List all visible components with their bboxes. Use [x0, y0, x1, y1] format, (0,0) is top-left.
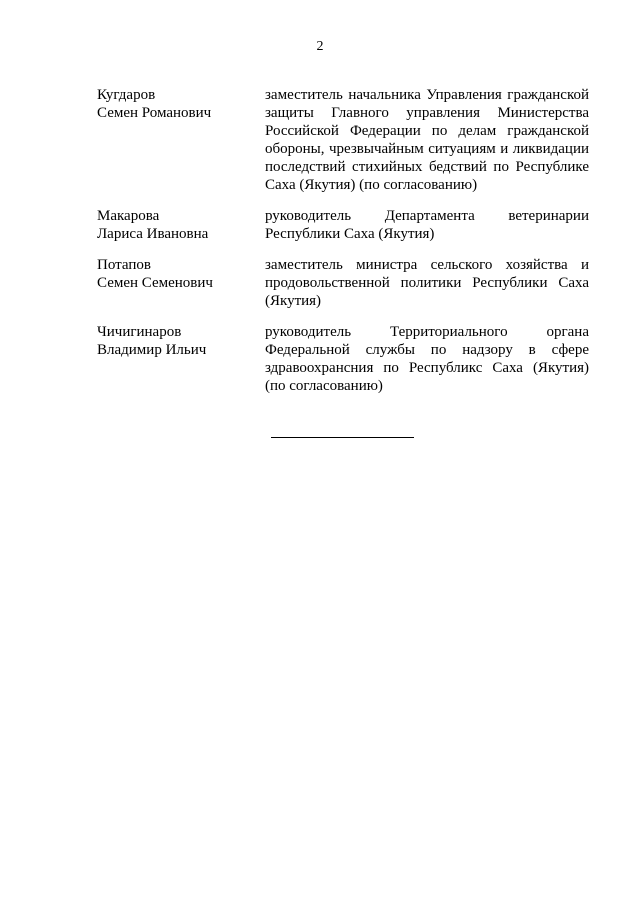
member-entry: [97, 86, 589, 194]
member-surname: Макарова: [97, 208, 160, 224]
member-entry: [97, 323, 589, 395]
page-number: 2: [316, 39, 324, 54]
position-line: заместитель министра сельского хозяйства и: [265, 257, 589, 273]
members-list: [97, 86, 589, 408]
position-line: защиты Главного управления Министерства: [265, 105, 589, 121]
member-position: [265, 323, 589, 395]
member-position: [265, 86, 589, 194]
member-given-names: Семен Семенович: [97, 275, 213, 291]
end-separator-line: [271, 437, 414, 438]
member-position: [265, 207, 589, 243]
member-surname: Кугдаров: [97, 87, 156, 103]
position-line: руководитель Департамента ветеринарии: [265, 208, 589, 224]
position-line: Российской Федерации по делам гражданской: [265, 123, 589, 139]
member-given-names: Лариса Ивановна: [97, 226, 209, 242]
position-line: Республики Саха (Якутия): [265, 226, 435, 242]
position-line: обороны, чрезвычайным ситуациям и ликвидации: [265, 141, 589, 157]
position-line: Федеральной службы по надзору в сфере: [265, 342, 589, 358]
position-line: заместитель начальника Управления гражданской: [265, 87, 589, 103]
position-line: Саха (Якутия) (по согласованию): [265, 177, 478, 193]
member-name: [97, 323, 265, 395]
member-name: [97, 207, 265, 243]
member-surname: Потапов: [97, 257, 151, 273]
member-entry: [97, 256, 589, 310]
member-surname: Чичигинаров: [97, 324, 182, 340]
position-line: (Якутия): [265, 293, 322, 309]
position-line: продовольственной политики Республики Саха: [265, 275, 589, 291]
position-line: руководитель Территориального органа: [265, 324, 589, 340]
member-entry: [97, 207, 589, 243]
member-name: [97, 86, 265, 194]
member-given-names: Владимир Ильич: [97, 342, 207, 358]
member-name: [97, 256, 265, 310]
member-given-names: Семен Романович: [97, 105, 212, 121]
member-position: [265, 256, 589, 310]
position-line: (по согласованию): [265, 378, 383, 394]
position-line: здравоохрансния по Республикс Саха (Якутия): [265, 360, 589, 376]
position-line: последствий стихийных бедствий по Республике: [265, 159, 589, 175]
